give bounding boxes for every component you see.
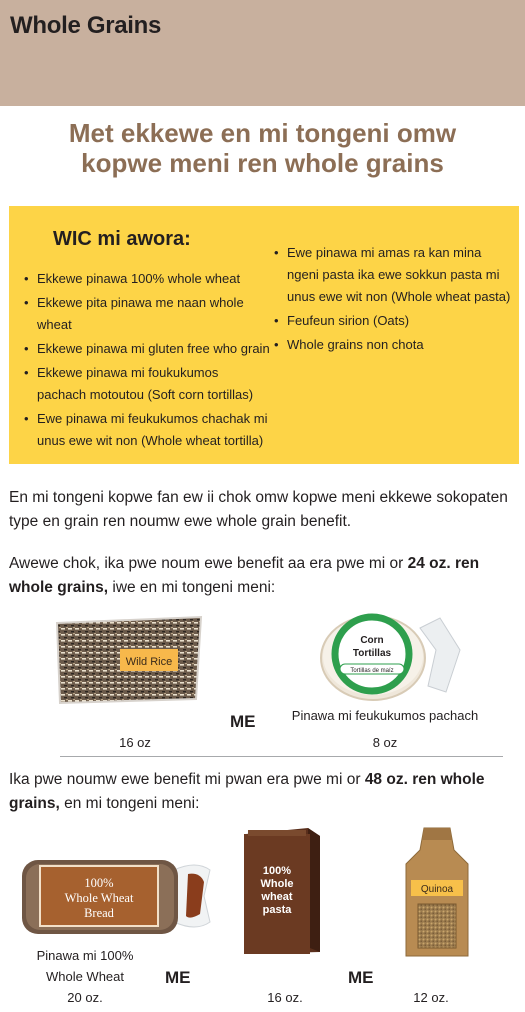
pasta-size: 16 oz.: [267, 990, 303, 1005]
quinoa-size: 12 oz.: [413, 990, 449, 1005]
header-band: [0, 0, 525, 106]
quinoa-bag-image: [398, 826, 476, 960]
bread-caption-line-1: Pinawa mi 100%: [36, 948, 134, 963]
tortilla-brand-line-1: Corn: [360, 635, 384, 646]
divider: [60, 756, 503, 757]
paragraph-intro: En mi tongeni kopwe fan ew ii chok omw kopwe meni ekkewe sokopaten type en grain ren noumw ewe whole grain benefit.: [9, 489, 508, 530]
paragraph-text: en mi tongeni meni:: [59, 795, 200, 812]
tortilla-brand-line-2: Tortillas: [352, 648, 392, 659]
wild-rice-package-image: [54, 615, 204, 705]
paragraph-48oz: [9, 768, 514, 816]
bread-caption-line-2: Whole Wheat: [45, 969, 125, 984]
wic-box: [9, 206, 519, 464]
wic-list-left: [21, 268, 271, 454]
whole-wheat-pasta-image: [236, 826, 328, 958]
bread-size: 20 oz.: [67, 990, 103, 1005]
pasta-label-line-1: 100%: [262, 865, 292, 877]
me-separator: ME: [348, 968, 374, 987]
wild-rice-size: 16 oz: [119, 735, 151, 750]
pasta-label-line-3: wheat: [261, 891, 293, 903]
tortilla-sub-label: Tortillas de maíz: [350, 668, 394, 674]
quinoa-label: Quinoa: [420, 884, 454, 895]
list-item: • Ekkewe pita pinawa me naan whole wheat: [21, 292, 271, 336]
list-item: • Ekkewe pinawa 100% whole wheat: [21, 268, 271, 290]
page-subtitle: [0, 118, 525, 178]
list-item: • Feufeun sirion (Oats): [271, 310, 516, 332]
paragraph-24oz: [9, 552, 514, 600]
me-separator: ME: [230, 712, 256, 731]
pasta-label-line-2: Whole: [260, 878, 294, 890]
wild-rice-label: Wild Rice: [125, 656, 173, 668]
whole-wheat-bread-image: [20, 856, 216, 938]
paragraph-bold: 24 oz. ren whole grains,: [9, 555, 480, 596]
list-item: • Ekkewe pinawa mi gluten free who grain: [21, 338, 271, 360]
paragraph-text: iwe en mi tongeni meni:: [108, 579, 276, 596]
bread-label-line-3: Bread: [84, 906, 114, 920]
page-title: Whole Grains: [10, 12, 162, 39]
paragraph-bold: 48 oz. ren whole grains,: [9, 771, 485, 812]
list-item: • Ewe pinawa mi amas ra kan mina ngeni pasta ika ewe sokkun pasta mi unus ewe wit non (Whole wheat pasta): [271, 242, 516, 308]
wic-title: WIC mi awora:: [53, 228, 191, 250]
subtitle-line-2: kopwe meni ren whole grains: [81, 148, 444, 178]
paragraph-text: Awewe chok, ika pwe noum ewe benefit aa era pwe mi or: [9, 555, 408, 572]
list-item: • Ekkewe pinawa mi foukukumos pachach motoutou (Soft corn tortillas): [21, 362, 271, 406]
wic-list-right: [271, 242, 516, 358]
subtitle-line-1: Met ekkewe en mi tongeni omw: [68, 118, 457, 148]
tortilla-size: 8 oz: [372, 735, 398, 750]
tortilla-caption: Pinawa mi feukukumos pachach: [291, 708, 479, 723]
bread-label-line-1: 100%: [84, 876, 114, 890]
me-separator: ME: [165, 968, 191, 987]
bread-label-line-2: Whole Wheat: [64, 891, 134, 905]
pasta-label-line-4: pasta: [262, 904, 292, 916]
list-item: • Ewe pinawa mi feukukumos chachak mi unus ewe wit non (Whole wheat tortilla): [21, 408, 271, 452]
list-item: • Whole grains non chota: [271, 334, 516, 356]
corn-tortillas-image: [318, 606, 468, 702]
paragraph-text: Ika pwe noumw ewe benefit mi pwan era pwe mi or: [9, 771, 365, 788]
